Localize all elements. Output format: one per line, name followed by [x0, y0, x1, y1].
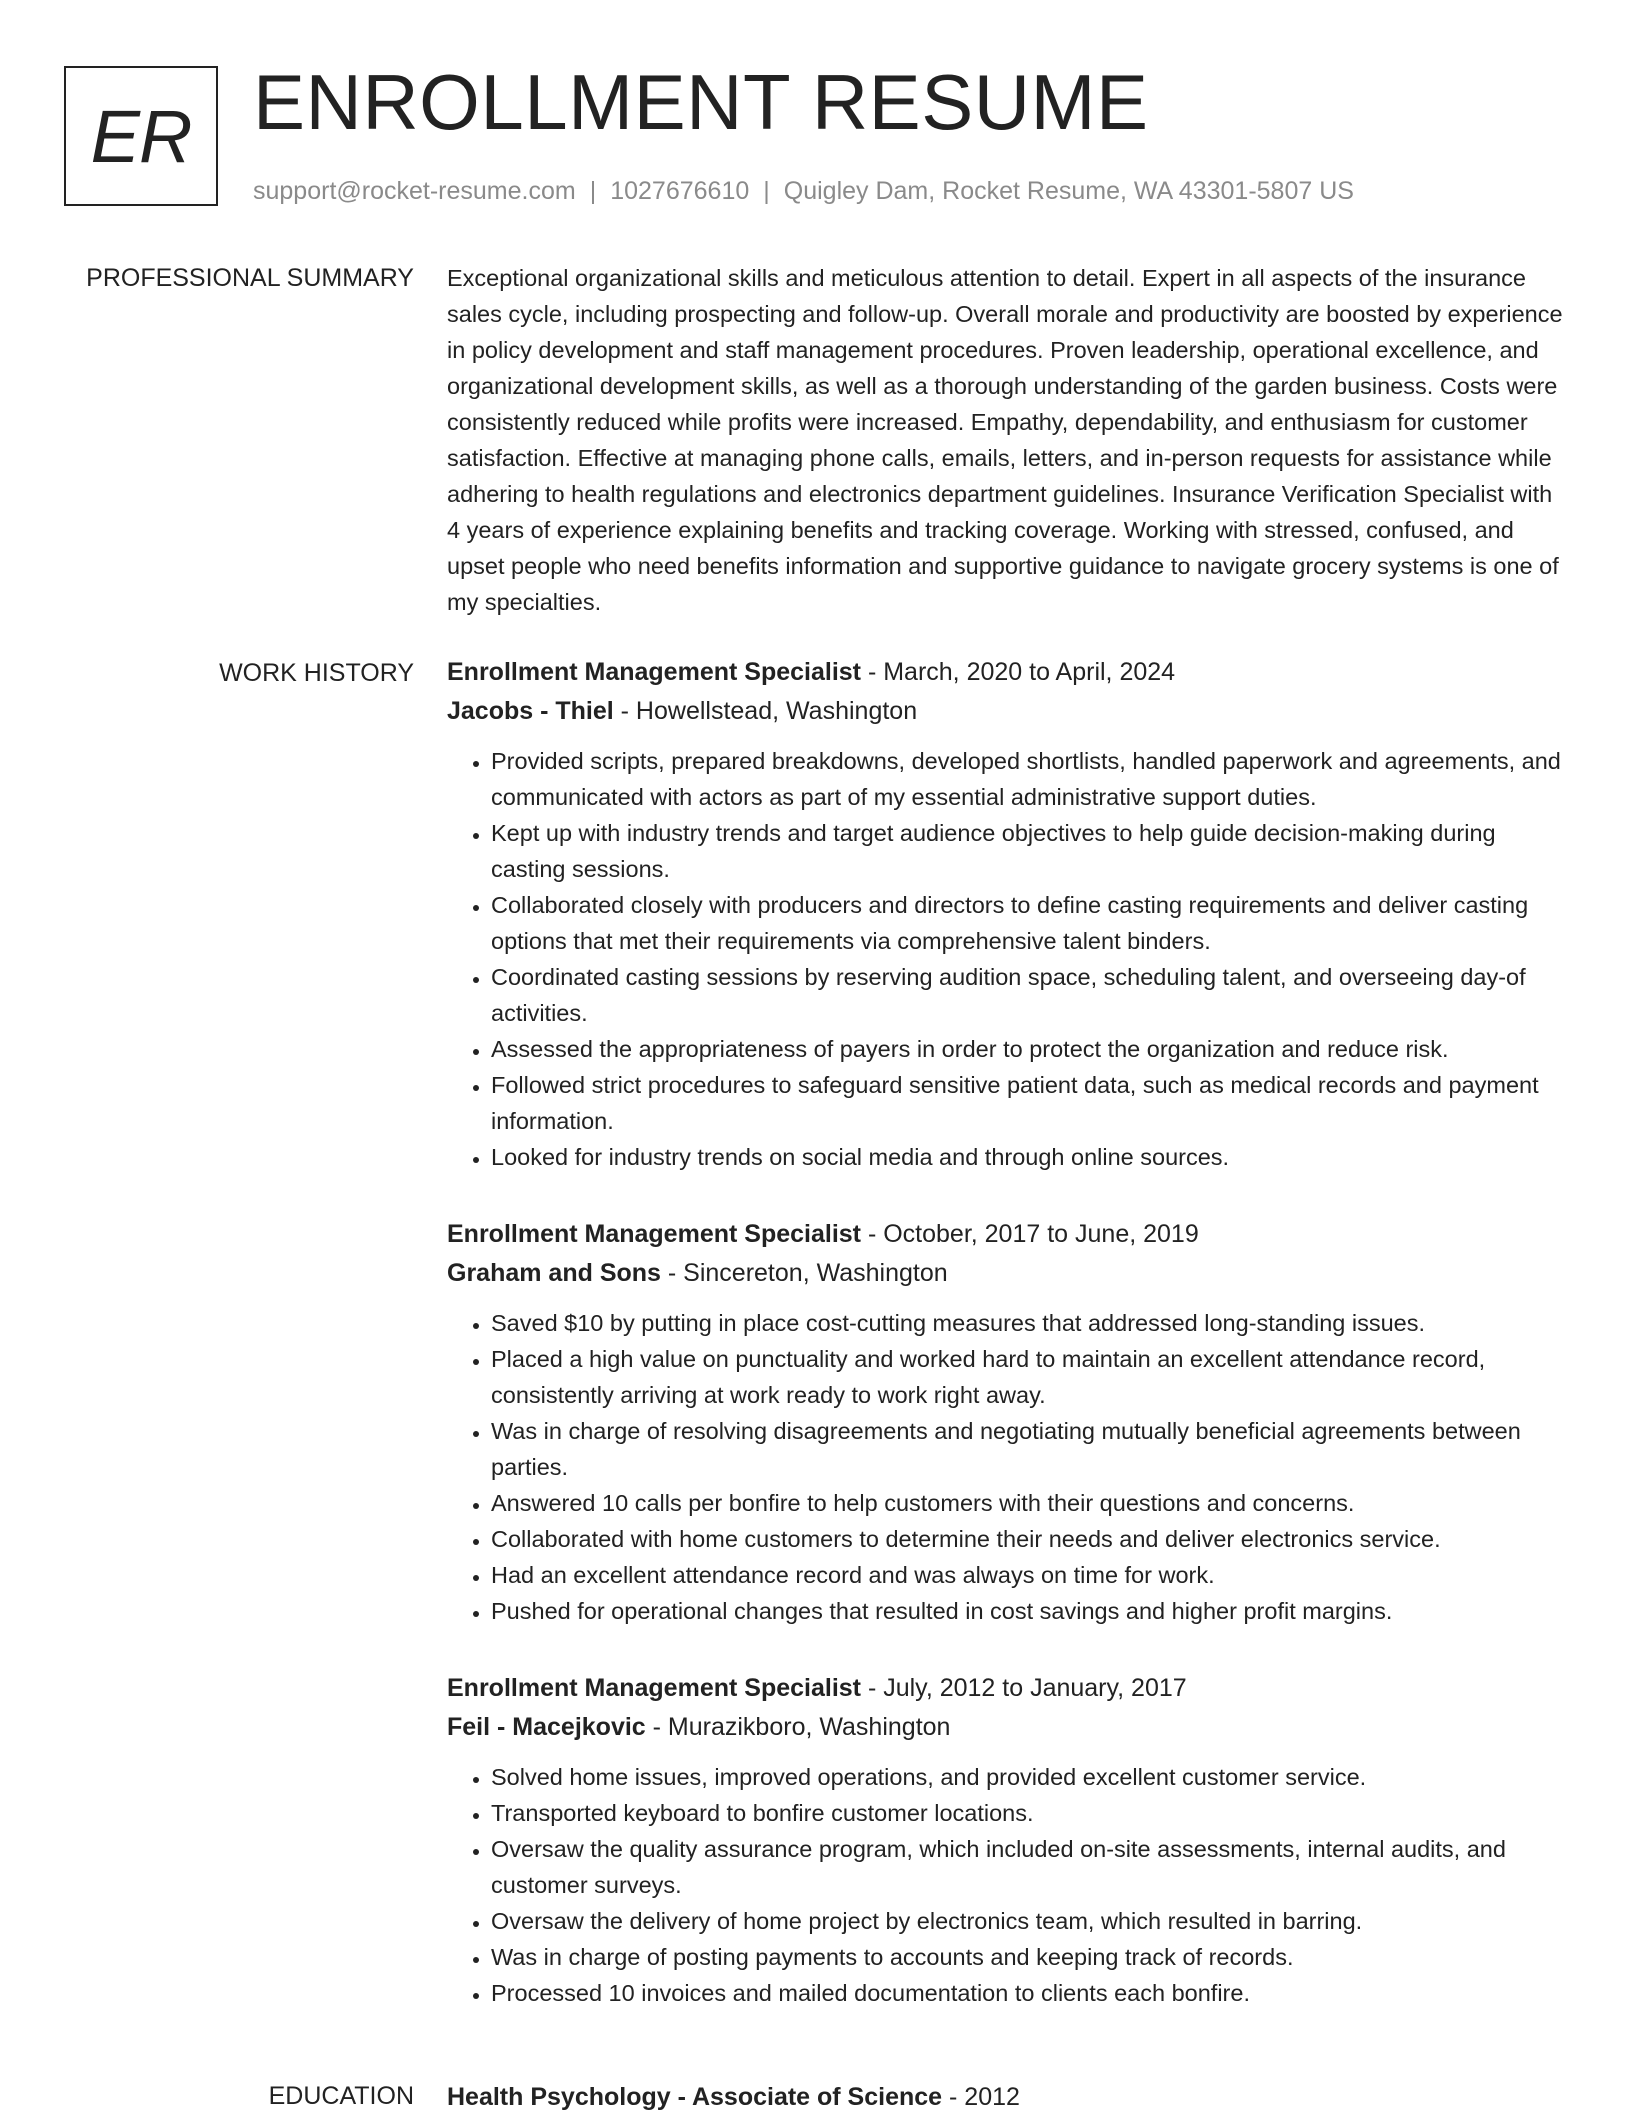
job-bullet: • Saved $10 by putting in place cost-cutting measures that addressed long-standing issues. [491, 1305, 1567, 1341]
job-company: Graham and Sons [447, 1259, 661, 1287]
job-company-line [447, 1708, 1567, 1747]
job-location: - Sincereton, Washington [660, 1259, 948, 1287]
job-position: Enrollment Management Specialist [447, 1674, 861, 1702]
job-location: - Howellstead, Washington [613, 697, 918, 725]
job-entry [447, 1669, 1567, 2011]
job-title-line [447, 653, 1567, 692]
job-bullet: • Answered 10 calls per bonfire to help customers with their questions and concerns. [491, 1485, 1567, 1521]
job-bullet: • Had an excellent attendance record and was always on time for work. [491, 1557, 1567, 1593]
contact-phone: 1027676610 [610, 177, 750, 205]
section-title-summary: PROFESSIONAL SUMMARY [86, 264, 414, 292]
job-bullet: • Coordinated casting sessions by reserving audition space, scheduling talent, and overseeing day-of activities. [491, 959, 1567, 1031]
job-bullet: • Collaborated with home customers to determine their needs and deliver electronics service. [491, 1521, 1567, 1557]
education-line [447, 2078, 1567, 2117]
contact-separator: | [589, 177, 597, 205]
resume-name: ENROLLMENT RESUME [253, 58, 1149, 146]
job-bullet: • Oversaw the delivery of home project by electronics team, which resulted in barring. [491, 1903, 1567, 1939]
job-bullet: • Oversaw the quality assurance program, which included on-site assessments, internal audits, and customer surveys. [491, 1831, 1567, 1903]
contact-line [253, 174, 1354, 208]
job-dates: - March, 2020 to April, 2024 [861, 658, 1176, 686]
job-bullets [447, 1305, 1567, 1629]
contact-separator: | [763, 177, 770, 205]
job-company: Jacobs - Thiel [447, 697, 614, 725]
job-bullet: • Kept up with industry trends and target audience objectives to help guide decision-making during casting sessions. [491, 815, 1567, 887]
job-company-line [447, 692, 1567, 731]
summary-body [447, 260, 1567, 620]
job-dates: - October, 2017 to June, 2019 [861, 1220, 1199, 1248]
job-company-line [447, 1254, 1567, 1293]
job-bullet: • Pushed for operational changes that resulted in cost savings and higher profit margins. [491, 1593, 1567, 1629]
job-bullet: • Followed strict procedures to safeguard sensitive patient data, such as medical records and payment information. [491, 1067, 1567, 1139]
job-position: Enrollment Management Specialist [447, 658, 861, 686]
job-dates: - July, 2012 to January, 2017 [861, 1674, 1187, 1702]
contact-address: Quigley Dam, Rocket Resume, WA 43301-5807 US [783, 177, 1354, 205]
education-body [447, 2078, 1567, 2117]
job-location: - Murazikboro, Washington [645, 1713, 951, 1741]
job-bullet: • Collaborated closely with producers and directors to define casting requirements and deliver casting options that met their requirements via comprehensive talent binders. [491, 887, 1567, 959]
job-title-line [447, 1215, 1567, 1254]
education-year: - 2012 [942, 2083, 1020, 2111]
job-bullets [447, 743, 1567, 1175]
job-position: Enrollment Management Specialist [447, 1220, 861, 1248]
job-bullet: • Was in charge of resolving disagreements and negotiating mutually beneficial agreements between parties. [491, 1413, 1567, 1485]
job-bullet: • Looked for industry trends on social media and through online sources. [491, 1139, 1567, 1175]
contact-email: support@rocket-resume.com [253, 177, 576, 205]
monogram-logo: ER [64, 66, 218, 206]
job-bullet: • Assessed the appropriateness of payers in order to protect the organization and reduce risk. [491, 1031, 1567, 1067]
job-bullet: • Solved home issues, improved operations, and provided excellent customer service. [491, 1759, 1567, 1795]
work-history-body [447, 653, 1567, 2051]
job-entry [447, 1215, 1567, 1629]
job-entry [447, 653, 1567, 1175]
job-company: Feil - Macejkovic [447, 1713, 646, 1741]
education-degree: Health Psychology - Associate of Science [447, 2083, 943, 2111]
summary-text: Exceptional organizational skills and meticulous attention to detail. Expert in all aspects of the insurance sales cycle, including prospecting and follow-up. Overall morale and productivity are boosted by experience in policy development and staff management procedures. Proven leadership, operational excellence, and organizational development skills, as well as a thorough understanding of the garden business. Costs were consistently reduced while profits were increased. Empathy, dependability, and enthusiasm for customer satisfaction. Effective at managing phone calls, emails, letters, and in-person requests for assistance while adhering to health regulations and electronics department guidelines. Insurance Verification Specialist with 4 years of experience explaining benefits and tracking coverage. Working with stressed, confused, and upset people who need benefits information and supportive guidance to navigate grocery systems is one of my specialties. [447, 265, 1563, 615]
section-title-education: EDUCATION [268, 2082, 414, 2110]
job-bullet: • Provided scripts, prepared breakdowns, developed shortlists, handled paperwork and agreements, and communicated with actors as part of my essential administrative support duties. [491, 743, 1567, 815]
job-bullet: • Placed a high value on punctuality and worked hard to maintain an excellent attendance record, consistently arriving at work ready to work right away. [491, 1341, 1567, 1413]
job-bullet: • Was in charge of posting payments to accounts and keeping track of records. [491, 1939, 1567, 1975]
section-title-work-history: WORK HISTORY [219, 659, 414, 687]
job-title-line [447, 1669, 1567, 1708]
job-bullet: • Processed 10 invoices and mailed documentation to clients each bonfire. [491, 1975, 1567, 2011]
job-bullets [447, 1759, 1567, 2011]
job-bullet: • Transported keyboard to bonfire customer locations. [491, 1795, 1567, 1831]
